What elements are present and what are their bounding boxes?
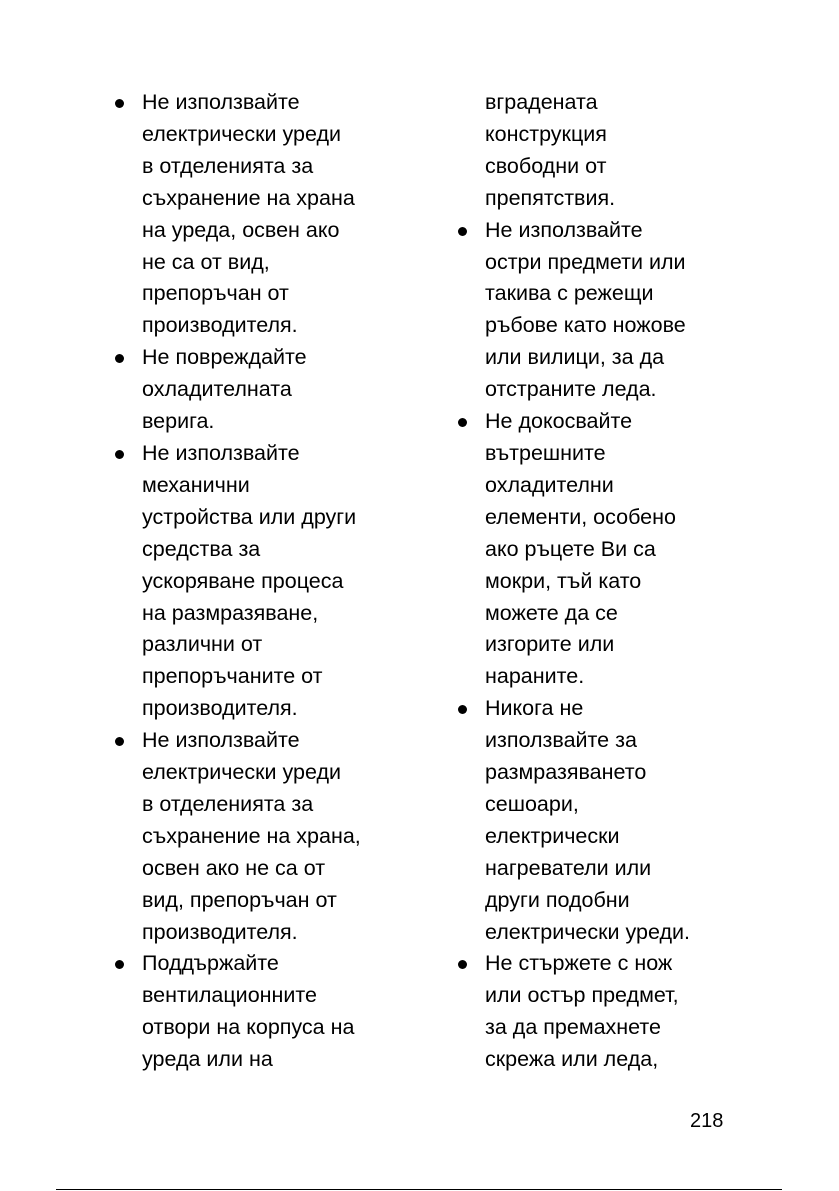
text-line: охладителната [142,377,292,402]
list-item [455,948,745,1076]
text-line: ускоряване процеса [142,568,344,593]
text-line: такива с режещи [485,281,654,306]
text-line: електрически уреди [142,760,342,785]
list-item [112,948,402,1076]
text-line: отстраните леда. [485,377,657,402]
page-number: 218 [690,1110,724,1132]
text-line: средства за [142,536,261,561]
text-line: не са от вид, [142,249,270,274]
text-line: можете да се [485,600,618,625]
text-line: други подобни [485,887,630,912]
text-line: скрежа или леда, [485,1047,659,1072]
text-line: нараните. [485,664,585,689]
text-line: вградената [485,90,598,114]
text-line: за да премахнете [485,1015,661,1040]
bullet-icon [458,705,467,714]
text-line: на уреда, освен ако [142,217,340,242]
bullet-icon [115,450,124,459]
text-line: препоръчан от [142,281,289,306]
bullet-icon [115,354,124,363]
text-line: електрически уреди. [485,919,690,944]
text-line: в отделенията за [142,791,314,816]
text-line: механични [142,472,250,497]
text-line: ако ръцете Ви са [485,536,656,561]
text-line: различни от [142,632,263,657]
text-line: сешоари, [485,791,579,816]
text-line: или остър предмет, [485,983,679,1008]
footer-divider [56,1189,782,1190]
text-line: използвайте за [485,728,637,753]
text-line: мокри, тъй като [485,568,642,593]
text-line: Не повреждайте [142,345,307,370]
text-line: конструкция [485,121,607,146]
text-line: верига. [142,409,215,434]
list-item [112,342,402,438]
text-line: производителя. [142,696,298,721]
text-line: Не използвайте [142,728,300,753]
list-item [455,693,745,948]
text-line: нагреватели или [485,855,652,880]
text-line: остри предмети или [485,249,686,274]
text-line: вентилационните [142,983,317,1008]
text-line: свободни от [485,153,607,178]
bullet-icon [458,418,467,427]
bullet-icon [115,737,124,746]
text-line: отвори на корпуса на [142,1015,355,1040]
text-line: производителя. [142,919,298,944]
text-line: в отделенията за [142,153,314,178]
list-item [112,438,402,725]
text-line: електрически уреди [142,121,342,146]
text-line: Не използвайте [142,440,300,465]
text-line: Не докосвайте [485,409,633,434]
text-line: на размразяване, [142,600,319,625]
text-line: електрически [485,823,620,848]
bullet-icon [115,960,124,969]
text-line: изгорите или [485,632,615,657]
bullet-icon [458,960,467,969]
text-line: ръбове като ножове [485,313,686,338]
text-line: уреда или на [142,1047,273,1072]
list-item [455,406,745,693]
list-item [112,87,402,342]
text-line: производителя. [142,313,298,338]
bullet-icon [115,99,124,108]
text-line: охладителни [485,472,614,497]
text-line: препоръчаните от [142,664,323,689]
text-line: елементи, особено [485,504,676,529]
text-line: Не използвайте [485,217,643,242]
text-line: Никога не [485,696,584,721]
text-line: съхранение на храна, [142,823,361,848]
list-item [112,725,402,948]
text-line: Поддържайте [142,951,279,976]
text-line: размразяването [485,760,647,785]
text-line: или вилици, за да [485,345,665,370]
text-line: освен ако не са от [142,855,326,880]
list-item [455,215,745,406]
text-line: вид, препоръчан от [142,887,337,912]
text-line: препятствия. [485,185,616,210]
text-line: вътрешните [485,440,606,465]
text-line: Не стържете с нож [485,951,673,976]
text-line: съхранение на храна [142,185,355,210]
list-item [455,87,745,215]
right-column [455,87,745,1076]
text-line: устройства или други [142,504,357,529]
bullet-icon [458,227,467,236]
text-line: Не използвайте [142,90,300,114]
left-column [112,87,402,1076]
